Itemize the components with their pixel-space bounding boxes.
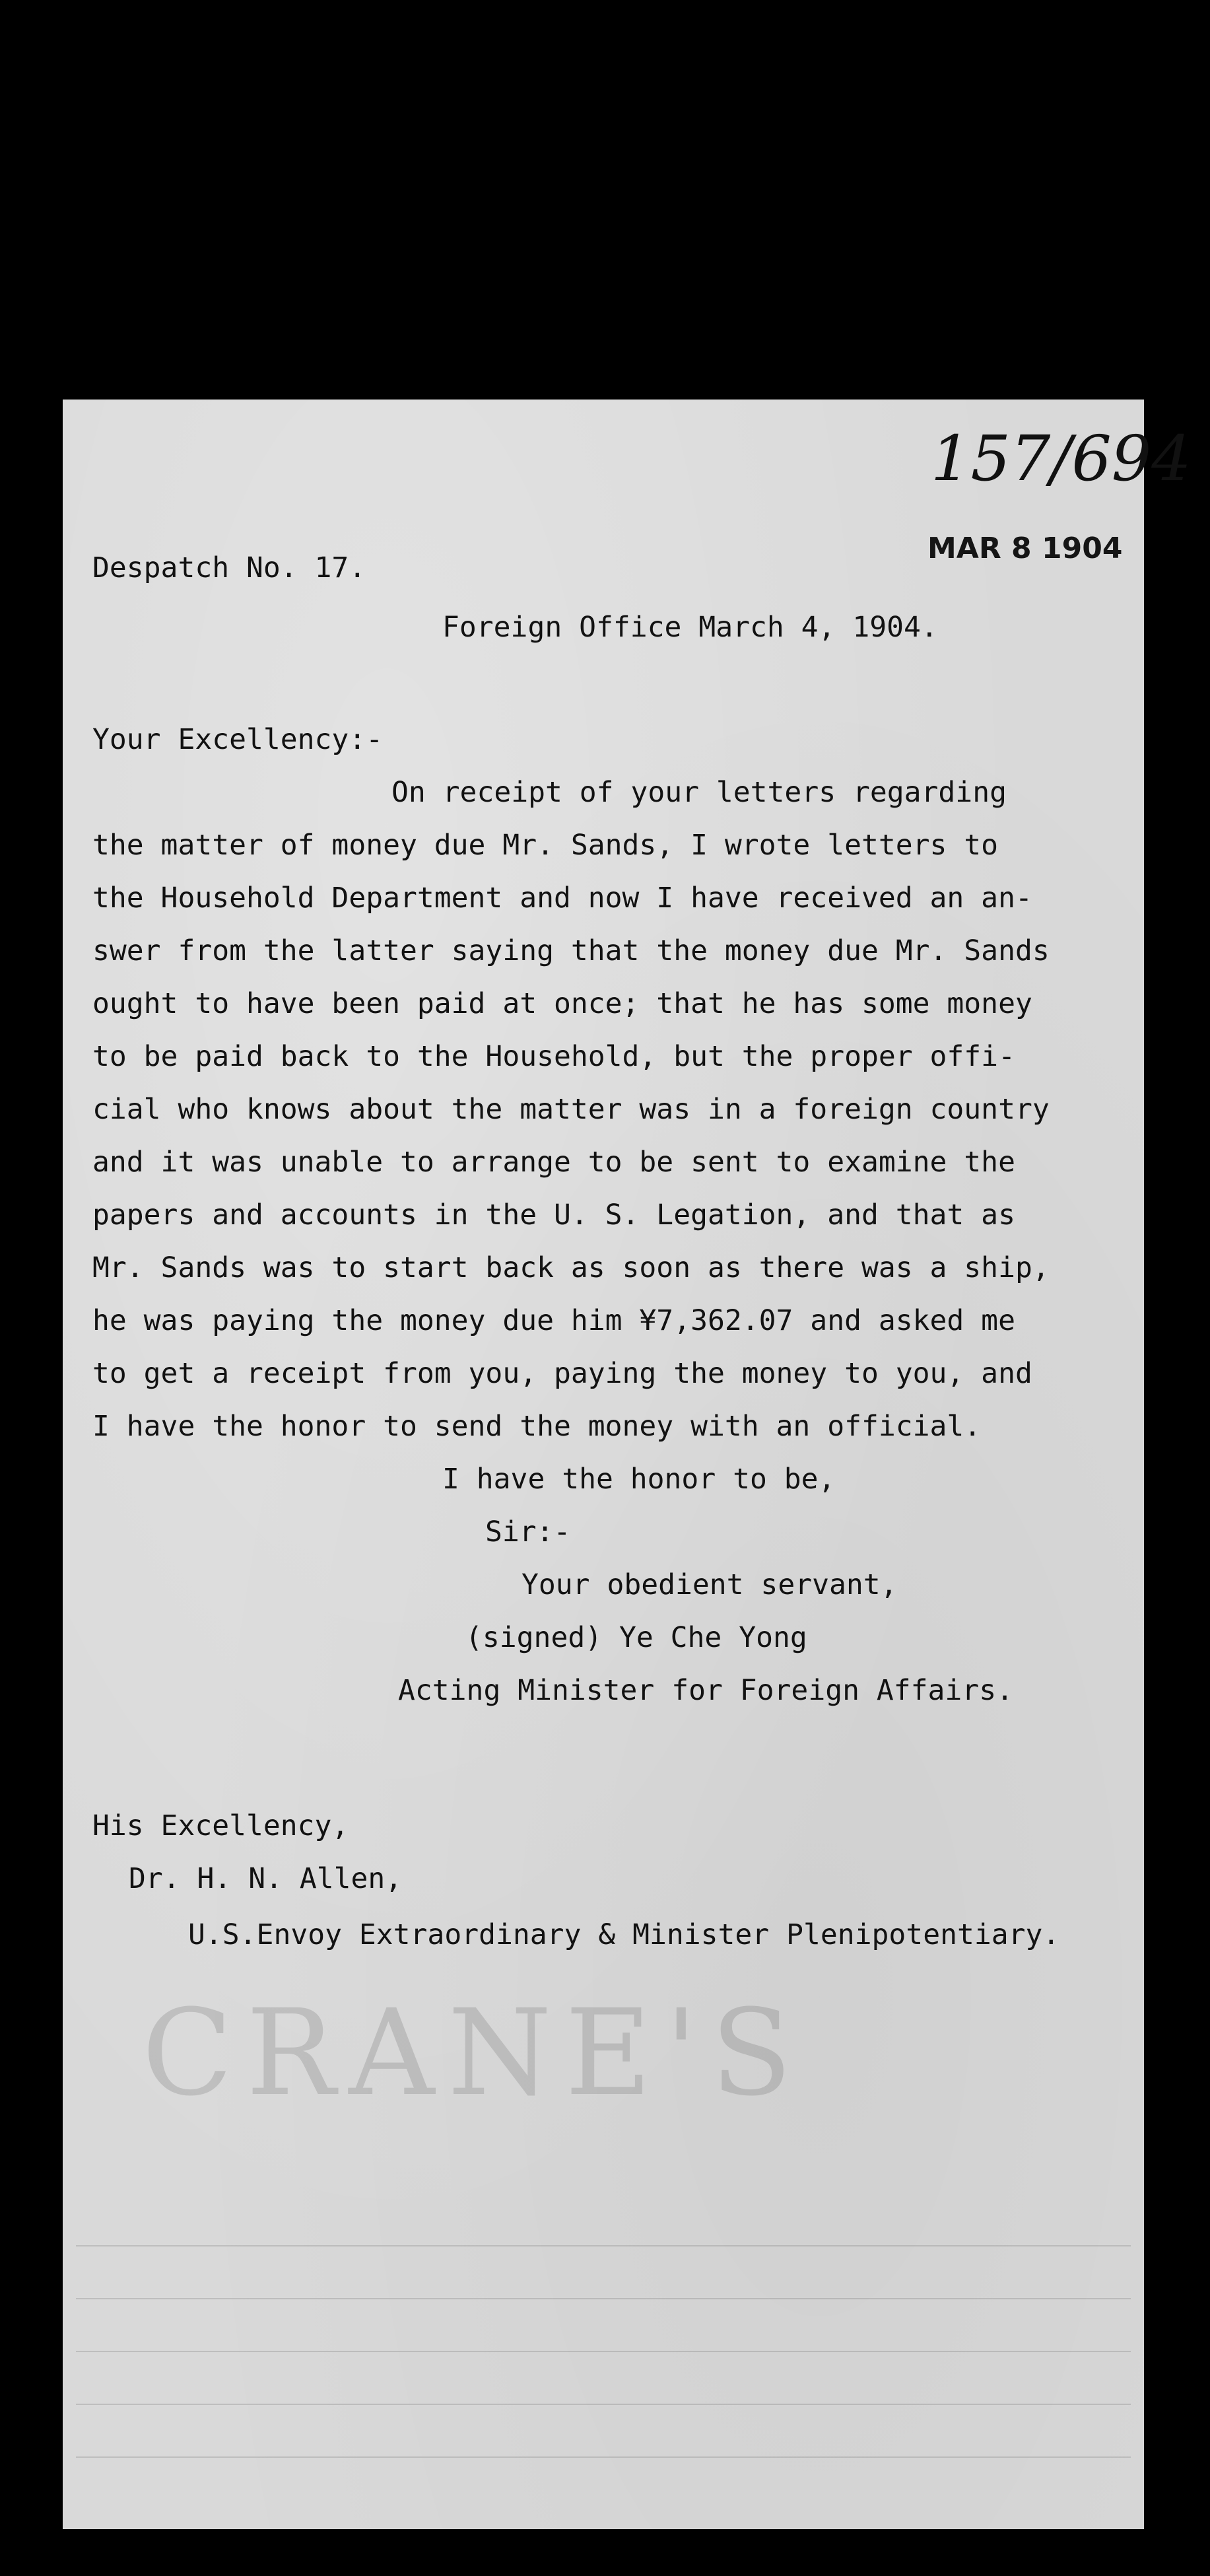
- body-line: and it was unable to arrange to be sent to examine the: [92, 1146, 1015, 1179]
- closing-line: I have the honor to be,: [442, 1463, 836, 1496]
- body-line: the matter of money due Mr. Sands, I wrote letters to: [92, 829, 999, 862]
- despatch-number: Despatch No. 17.: [92, 551, 366, 584]
- body-line: to get a receipt from you, paying the money to you, and: [92, 1357, 1032, 1390]
- signatory-title: Acting Minister for Foreign Affairs.: [398, 1674, 1013, 1707]
- body-line: he was paying the money due him ¥7,362.07 and asked me: [92, 1304, 1015, 1337]
- ruled-line: [76, 2298, 1131, 2299]
- watermark: CRANE'S: [142, 1984, 805, 2122]
- body-line: swer from the latter saying that the money due Mr. Sands: [92, 934, 1050, 967]
- addressee-line: His Excellency,: [92, 1809, 349, 1842]
- ruled-line: [76, 2351, 1131, 2352]
- document-page: [63, 400, 1192, 2529]
- body-line: On receipt of your letters regarding: [391, 776, 1007, 809]
- ruled-line: [76, 2456, 1131, 2458]
- body-line: Mr. Sands was to start back as soon as there was a ship,: [92, 1251, 1050, 1284]
- body-line: to be paid back to the Household, but the proper offi-: [92, 1040, 1015, 1073]
- salutation: Your Excellency:-: [92, 723, 384, 756]
- body-line: ought to have been paid at once; that he has some money: [92, 987, 1032, 1020]
- closing-sir: Sir:-: [485, 1515, 571, 1549]
- addressee-title: U.S.Envoy Extraordinary & Minister Plenipotentiary.: [188, 1918, 1060, 1951]
- body-line: papers and accounts in the U. S. Legation, and that as: [92, 1199, 1015, 1232]
- received-date-stamp: MAR 8 1904: [927, 532, 1123, 565]
- place-and-date: Foreign Office March 4, 1904.: [442, 611, 938, 644]
- signature-line: (signed) Ye Che Yong: [465, 1621, 807, 1654]
- closing-servant: Your obedient servant,: [521, 1568, 898, 1601]
- body-line: cial who knows about the matter was in a foreign country: [92, 1093, 1050, 1126]
- body-line: I have the honor to send the money with an official.: [92, 1410, 982, 1443]
- addressee-name: Dr. H. N. Allen,: [129, 1862, 403, 1895]
- ruled-line: [76, 2404, 1131, 2405]
- ruled-line: [76, 2245, 1131, 2246]
- handwritten-archive-number: 157/694: [931, 423, 1192, 495]
- body-line: the Household Department and now I have received an an-: [92, 882, 1032, 915]
